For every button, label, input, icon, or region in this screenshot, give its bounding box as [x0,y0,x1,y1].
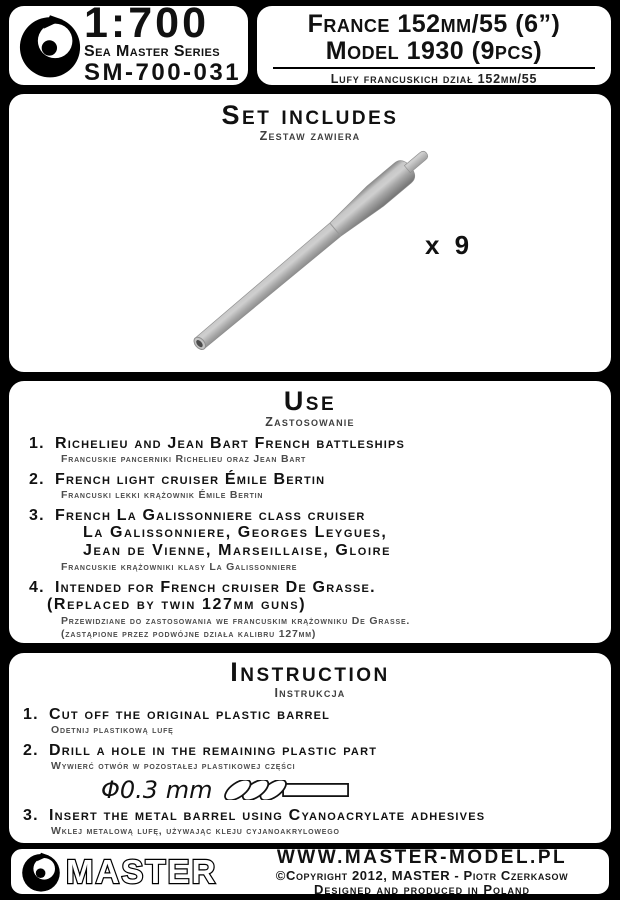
item-number: 2. [23,742,39,760]
master-swirl-icon [21,852,61,892]
item-text: French light cruiser Émile Bertin [55,471,326,489]
set-includes-subtitle-pl: Zestaw zawiera [259,129,361,143]
item-text: Richelieu and Jean Bart French battleships [55,435,406,453]
product-subtitle-pl: Lufy francuskich dział 152mm/55 [330,72,538,86]
product-title-line1: France 152mm/55 (6”) [307,10,561,38]
use-item-1 [29,435,601,465]
sku-label: SM-700-031 [84,59,242,87]
item-subtext-pl: Wywierć otwór w pozostałej plastikowej części [51,760,296,773]
item-subtext-pl: Odetnij plastikową lufę [51,724,174,737]
item-subtext-pl-2: (zastąpione przez podwójne działa kalibru 127mm) [61,628,317,641]
item-text: Cut off the original plastic barrel [49,706,331,724]
item-number: 1. [23,706,39,724]
barrel-shape [188,143,435,356]
footer-panel [8,846,612,897]
instruction-title: Instruction [230,657,390,687]
master-wordmark [63,851,241,893]
item-text-line2: (Replaced by twin 127mm guns) [47,596,307,614]
drill-diameter-label: Φ0.3 mm [101,776,213,805]
brand-panel [6,0,251,88]
product-panel [254,3,614,88]
product-divider [273,67,595,69]
item-text-line3: Jean de Vienne, Marseillaise, Gloire [83,542,392,560]
instruction-item-2 [23,742,601,772]
set-includes-panel [6,91,614,375]
brand-text-block [84,0,248,87]
website-label: WWW.MASTER-MODEL.PL [276,846,568,868]
product-title-line2: Model 1930 (9pcs) [325,36,543,65]
instruction-item-1 [23,706,601,736]
master-swirl-icon [18,14,82,78]
use-item-2 [29,471,601,501]
scale-label: 1:700 [84,0,209,47]
instruction-subtitle-pl: Instrukcja [274,686,346,700]
use-list [9,435,611,640]
item-subtext-pl: Francuskie pancerniki Richelieu oraz Jean Bart [61,453,307,466]
item-subtext-pl: Przewidziane do zastosowania we francuskim krążowniku De Grasse. [61,615,411,628]
item-text: Drill a hole in the remaining plastic part [49,742,378,760]
item-text: French La Galissonniere class cruiser [55,507,366,525]
use-item-3 [29,507,601,573]
item-number: 1. [29,435,45,453]
use-subtitle-pl: Zastosowanie [265,415,355,429]
use-panel [6,378,614,646]
item-subtext-pl: Wklej metalową lufę, używając kleju cyjanoakrylowego [51,825,340,838]
item-number: 2. [29,471,45,489]
item-text: Insert the metal barrel using Cyanoacrylate adhesives [49,807,486,825]
item-number: 4. [29,579,45,597]
item-text: Intended for French cruiser De Grasse. [55,579,376,597]
series-label: Sea Master Series [84,43,220,61]
item-number: 3. [23,807,39,825]
copyright-label: ©Copyright 2012, MASTER - Piotr Czerkasow [275,867,569,883]
use-item-4 [29,579,601,640]
gun-barrel-render [9,94,611,372]
instruction-item-3 [23,807,601,837]
item-subtext-pl: Francuski lekki krążownik Émile Bertin [61,489,264,502]
quantity-label: x 9 [425,230,474,260]
item-number: 3. [29,507,45,525]
item-text-line2: La Galissonniere, Georges Leygues, [83,524,388,542]
set-includes-title: Set includes [221,100,399,130]
origin-label: Designed and produced in Poland [313,881,530,897]
instruction-panel [6,650,614,846]
use-title: Use [283,386,337,416]
drill-bit-icon [224,780,352,800]
item-subtext-pl: Francuskie krążowniki klasy La Galissonniere [61,561,298,574]
instruction-list [9,706,611,837]
master-wordmark-text: MASTER [66,852,218,890]
footer-text-block [241,848,609,896]
drill-diagram-row [101,776,601,805]
